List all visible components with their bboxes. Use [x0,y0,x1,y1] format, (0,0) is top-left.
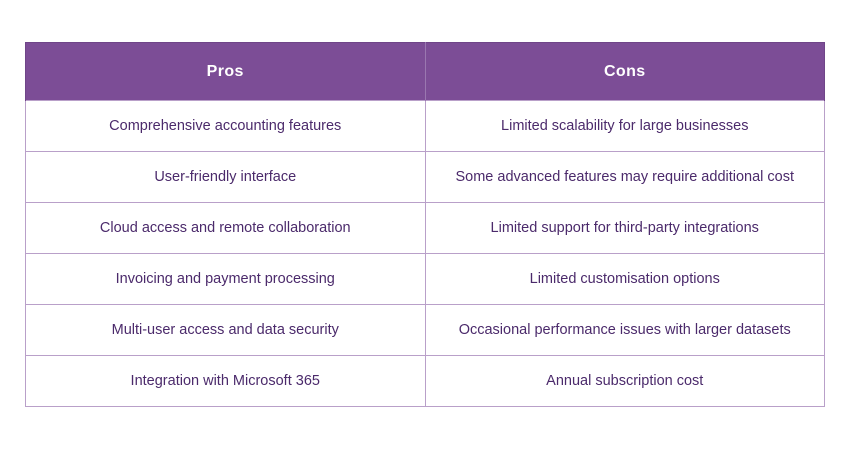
table-cell-pro: Comprehensive accounting features [26,101,426,152]
table-cell-con: Limited scalability for large businesses [425,101,825,152]
pros-cons-table-container [25,42,825,407]
table-header-row [26,43,825,101]
table-cell-con: Limited support for third-party integrations [425,203,825,254]
table-body [26,101,825,407]
table-row [26,356,825,407]
table-cell-pro: Integration with Microsoft 365 [26,356,426,407]
table-cell-pro: User-friendly interface [26,152,426,203]
pros-cons-table [25,42,825,407]
table-row [26,152,825,203]
table-cell-pro: Multi-user access and data security [26,305,426,356]
table-cell-pro: Cloud access and remote collaboration [26,203,426,254]
table-cell-con: Annual subscription cost [425,356,825,407]
table-row [26,305,825,356]
table-cell-con: Some advanced features may require additional cost [425,152,825,203]
table-cell-con: Occasional performance issues with larger datasets [425,305,825,356]
table-header [26,43,825,101]
table-header-pros: Pros [26,43,426,101]
table-cell-pro: Invoicing and payment processing [26,254,426,305]
table-row [26,101,825,152]
table-row [26,203,825,254]
table-cell-con: Limited customisation options [425,254,825,305]
table-row [26,254,825,305]
table-header-cons: Cons [425,43,825,101]
